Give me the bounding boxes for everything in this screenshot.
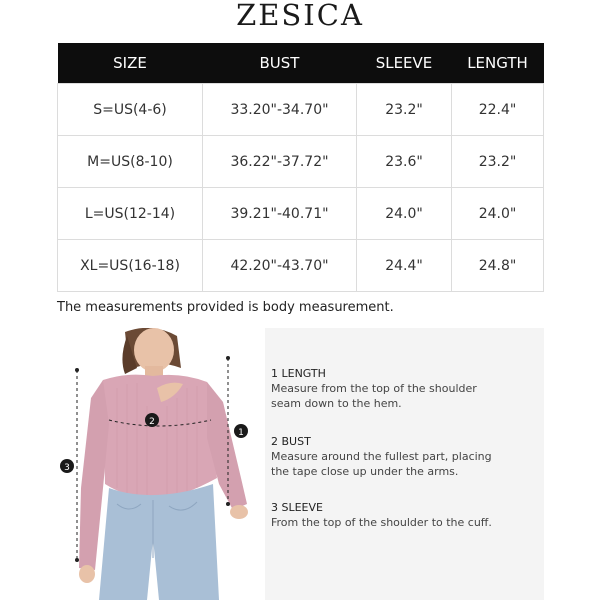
svg-text:1: 1 bbox=[238, 428, 244, 438]
guide-bust-text-2: the tape close up under the arms. bbox=[271, 465, 459, 478]
cell-bust: 39.21"-40.71" bbox=[203, 188, 357, 240]
table-row bbox=[58, 188, 544, 240]
cell-size: S=US(4-6) bbox=[58, 84, 203, 136]
guide-bust-title: 2 BUST bbox=[271, 435, 311, 448]
guide-sleeve-text-1: From the top of the shoulder to the cuff. bbox=[271, 516, 492, 529]
header-sleeve: SLEEVE bbox=[357, 43, 452, 84]
guide-length-title: 1 LENGTH bbox=[271, 367, 326, 380]
marker-one bbox=[234, 424, 248, 438]
guide-length-text-2: seam down to the hem. bbox=[271, 397, 402, 410]
measurement-guide bbox=[265, 328, 544, 600]
table-row bbox=[58, 240, 544, 292]
header-bust: BUST bbox=[203, 43, 357, 84]
header-length: LENGTH bbox=[452, 43, 544, 84]
cell-size: M=US(8-10) bbox=[58, 136, 203, 188]
guide-bust bbox=[271, 434, 492, 479]
cell-sleeve: 24.0" bbox=[357, 188, 452, 240]
header-size: SIZE bbox=[58, 43, 203, 84]
cell-sleeve: 23.2" bbox=[357, 84, 452, 136]
guide-bust-text-1: Measure around the fullest part, placing bbox=[271, 450, 492, 463]
cell-bust: 33.20"-34.70" bbox=[203, 84, 357, 136]
table-row bbox=[58, 136, 544, 188]
guide-length-text-1: Measure from the top of the shoulder bbox=[271, 382, 477, 395]
cell-size: XL=US(16-18) bbox=[58, 240, 203, 292]
guide-sleeve bbox=[271, 500, 492, 530]
table-header-row bbox=[58, 43, 544, 84]
cell-size: L=US(12-14) bbox=[58, 188, 203, 240]
cell-length: 24.0" bbox=[452, 188, 544, 240]
svg-text:2: 2 bbox=[149, 417, 155, 427]
guide-length bbox=[271, 366, 477, 411]
table-row bbox=[58, 84, 544, 136]
cell-length: 24.8" bbox=[452, 240, 544, 292]
svg-text:3: 3 bbox=[64, 463, 70, 473]
brand-logo: ZESICA bbox=[236, 0, 364, 32]
guide-sleeve-title: 3 SLEEVE bbox=[271, 501, 323, 514]
cell-length: 22.4" bbox=[452, 84, 544, 136]
marker-two bbox=[145, 413, 159, 427]
cell-sleeve: 23.6" bbox=[357, 136, 452, 188]
measurement-note: The measurements provided is body measurement. bbox=[57, 300, 394, 315]
cell-sleeve: 24.4" bbox=[357, 240, 452, 292]
size-chart-table bbox=[57, 43, 544, 292]
cell-bust: 42.20"-43.70" bbox=[203, 240, 357, 292]
cell-bust: 36.22"-37.72" bbox=[203, 136, 357, 188]
cell-length: 23.2" bbox=[452, 136, 544, 188]
marker-three bbox=[60, 459, 74, 473]
model-photo bbox=[57, 328, 259, 600]
